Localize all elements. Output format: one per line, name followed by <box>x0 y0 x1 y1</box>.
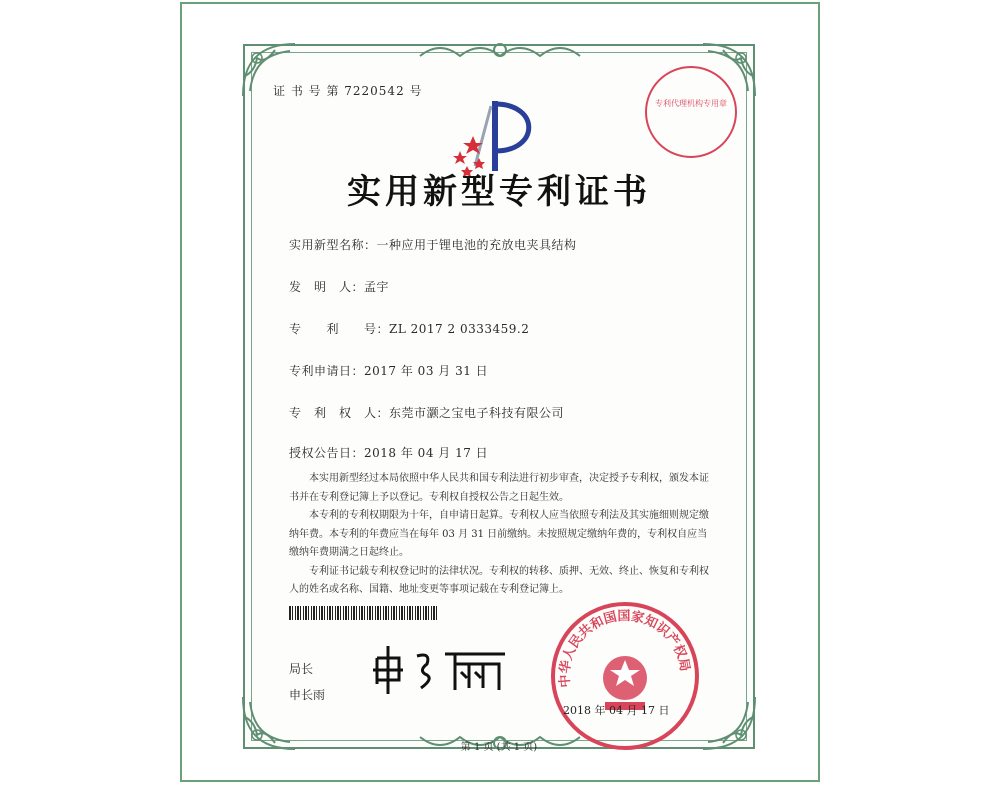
field-label: 专 利 号： <box>289 322 390 336</box>
field-value: 东莞市灏之宝电子科技有限公司 <box>389 406 565 420</box>
director-block <box>289 656 325 708</box>
field-value: 2018 年 04 月 17 日 <box>364 446 489 460</box>
field-application-date <box>289 362 488 379</box>
field-inventor <box>289 278 389 295</box>
certificate-title: 实用新型专利证书 <box>347 172 651 212</box>
field-label: 授权公告日： <box>289 446 365 460</box>
national-ip-office-seal <box>545 596 705 756</box>
certificate-body <box>289 470 714 600</box>
top-ornament <box>415 38 585 64</box>
field-value: 一种应用于锂电池的充放电夹具结构 <box>376 238 577 252</box>
field-label: 专利申请日： <box>289 364 365 378</box>
agency-seal <box>645 66 737 158</box>
field-label: 专 利 权 人： <box>289 406 390 420</box>
field-value: 孟宇 <box>364 280 390 294</box>
agency-seal-text: 专利代理机构专用章 <box>655 99 727 108</box>
body-paragraph: 本专利的专利权期限为十年，自申请日起算。专利权人应当依照专利法及其实施细则规定缴纳年费。本专利的年费应当在每年 03 月 31 日前缴纳。未按照规定缴纳年费的，专利权自应当缴纳年费期满之日起终止。 <box>289 510 709 558</box>
page-number: 第 1 页 (共 1 页) <box>460 742 538 753</box>
field-value: 2017 年 03 月 31 日 <box>364 364 489 378</box>
certificate-document <box>243 44 755 753</box>
field-grant-date <box>289 444 488 461</box>
director-signature <box>365 636 515 696</box>
body-paragraph: 本实用新型经过本局依照中华人民共和国专利法进行初步审查，决定授予专利权，颁发本证书并在专利登记簿上予以登记。专利权自授权公告之日起生效。 <box>289 473 709 503</box>
field-value: ZL 2017 2 0333459.2 <box>389 322 530 336</box>
body-paragraph: 专利证书记载专利权登记时的法律状况。专利权的转移、质押、无效、终止、恢复和专利权人的姓名或名称、国籍、地址变更等事项记载在专利登记簿上。 <box>289 565 709 595</box>
director-title: 局长 <box>289 662 314 676</box>
director-name: 申长雨 <box>289 688 326 702</box>
issue-date: 2018 年 04 月 17 日 <box>563 704 670 717</box>
barcode <box>289 606 439 620</box>
field-patent-number <box>289 320 529 337</box>
field-utility-model-name <box>289 236 577 253</box>
field-label: 发 明 人： <box>289 280 365 294</box>
certificate-number: 证 书 号 第 7220542 号 <box>273 84 423 98</box>
field-patentee <box>289 404 564 421</box>
seal-text: 中华人民共和国国家知识产权局 <box>557 609 693 688</box>
field-label: 实用新型名称： <box>289 238 377 252</box>
